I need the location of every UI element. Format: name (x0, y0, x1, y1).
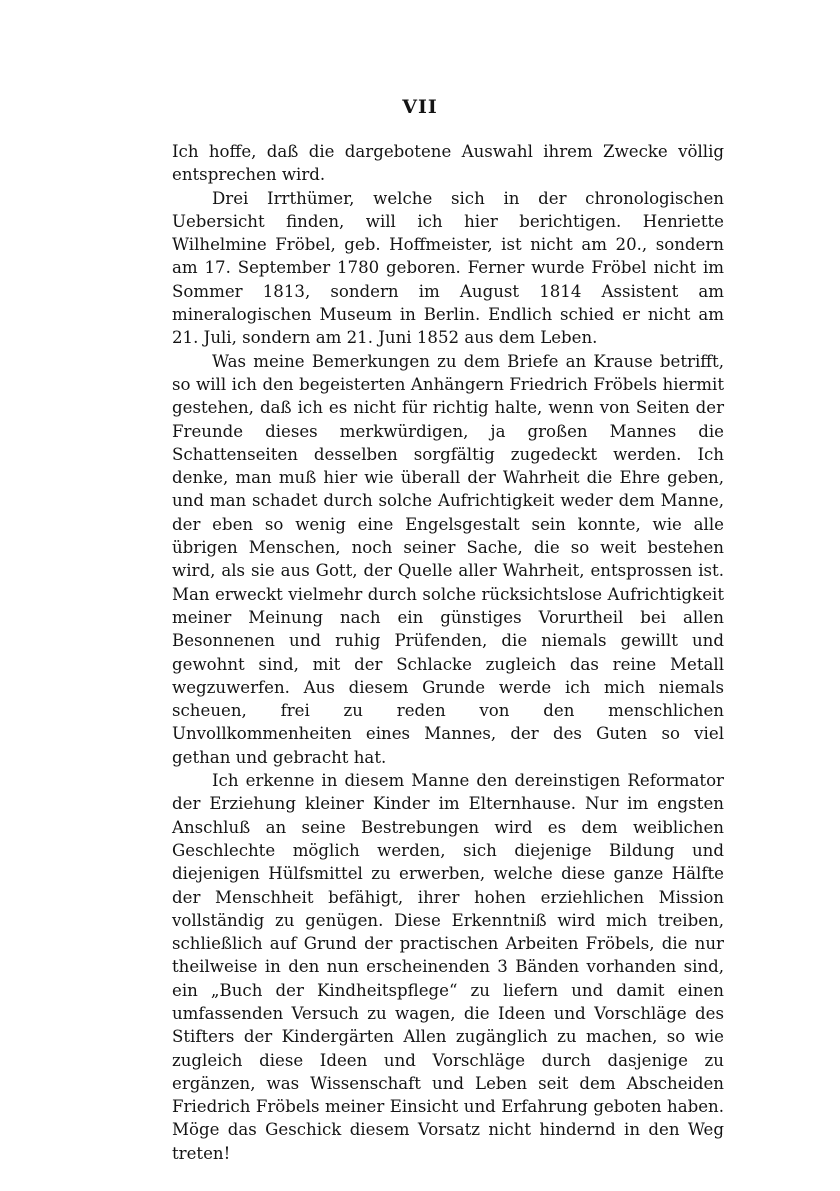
page-number: VII (402, 96, 438, 118)
paragraph: Was meine Bemerkungen zu dem Briefe an Krause betrifft, so will ich den begeisterten Anhängern Friedrich Fröbels hiermit gestehen, daß ich es nicht für richtig halte, wenn von Seiten der Freunde dieses merkwürdigen, ja großen Mannes die Schattenseiten desselben sorgfältig zugedeckt werden. Ich denke, man muß hier wie überall der Wahrheit die Ehre geben, und man schadet durch solche Aufrichtigkeit weder dem Manne, der eben so wenig eine Engelsgestalt sein konnte, wie alle übrigen Menschen, noch seiner Sache, die so weit bestehen wird, als sie aus Gott, der Quelle aller Wahrheit, entsprossen ist. Man erweckt vielmehr durch solche rücksichtslose Aufrichtigkeit meiner Meinung nach ein günstiges Vorurtheil bei allen Besonnenen und ruhig Prüfenden, die niemals gewillt und gewohnt sind, mit der Schlacke zugleich das reine Metall wegzuwerfen. Aus diesem Grunde werde ich mich niemals scheuen, frei zu reden von den menschlichen Unvollkommenheiten eines Mannes, der des Guten so viel gethan und gebracht hat. (172, 351, 724, 767)
paragraph: Ich hoffe, daß die dargebotene Auswahl ihrem Zwecke völlig entsprechen wird. (172, 142, 724, 185)
paragraph: Ich erkenne in diesem Manne den dereinstigen Reformator der Erziehung kleiner Kinder im Elternhause. Nur im engsten Anschluß an seine Bestrebungen wird es dem weiblichen Geschlechte möglich werden, sich diejenige Bildung und diejenigen Hülfsmittel zu erwerben, welche diese ganze Hälfte der Menschheit befähigt, ihrer hohen erziehlichen Mission vollständig zu genügen. Diese Erkenntniß wird mich treiben, schließlich auf Grund der practischen Arbeiten Fröbels, die nur theilweise in den nun erscheinenden 3 Bänden vorhanden sind, ein „Buch der Kindheitspflege“ zu liefern und damit einen umfassenden Versuch zu wagen, die Ideen und Vorschläge des Stifters der Kindergärten Allen zugänglich zu machen, so wie zugleich diese Ideen und Vorschläge durch dasjenige zu ergänzen, was Wissenschaft und Leben seit dem Abscheiden Friedrich Fröbels meiner Einsicht und Erfahrung geboten haben. Möge das Geschick diesem Vorsatz nicht hindernd in den Weg treten! (172, 771, 724, 1163)
paragraph: Drei Irrthümer, welche sich in der chronologischen Uebersicht finden, will ich hier berichtigen. Henriette Wilhelmine Fröbel, geb. Hoffmeister, ist nicht am 20., sondern am 17. September 1780 geboren. Ferner wurde Fröbel nicht im Sommer 1813, sondern im August 1814 Assistent am mineralogischen Museum in Berlin. Endlich schied er nicht am 21. Juli, sondern am 21. Juni 1852 aus dem Leben. (172, 188, 724, 348)
body-text (172, 140, 724, 1165)
